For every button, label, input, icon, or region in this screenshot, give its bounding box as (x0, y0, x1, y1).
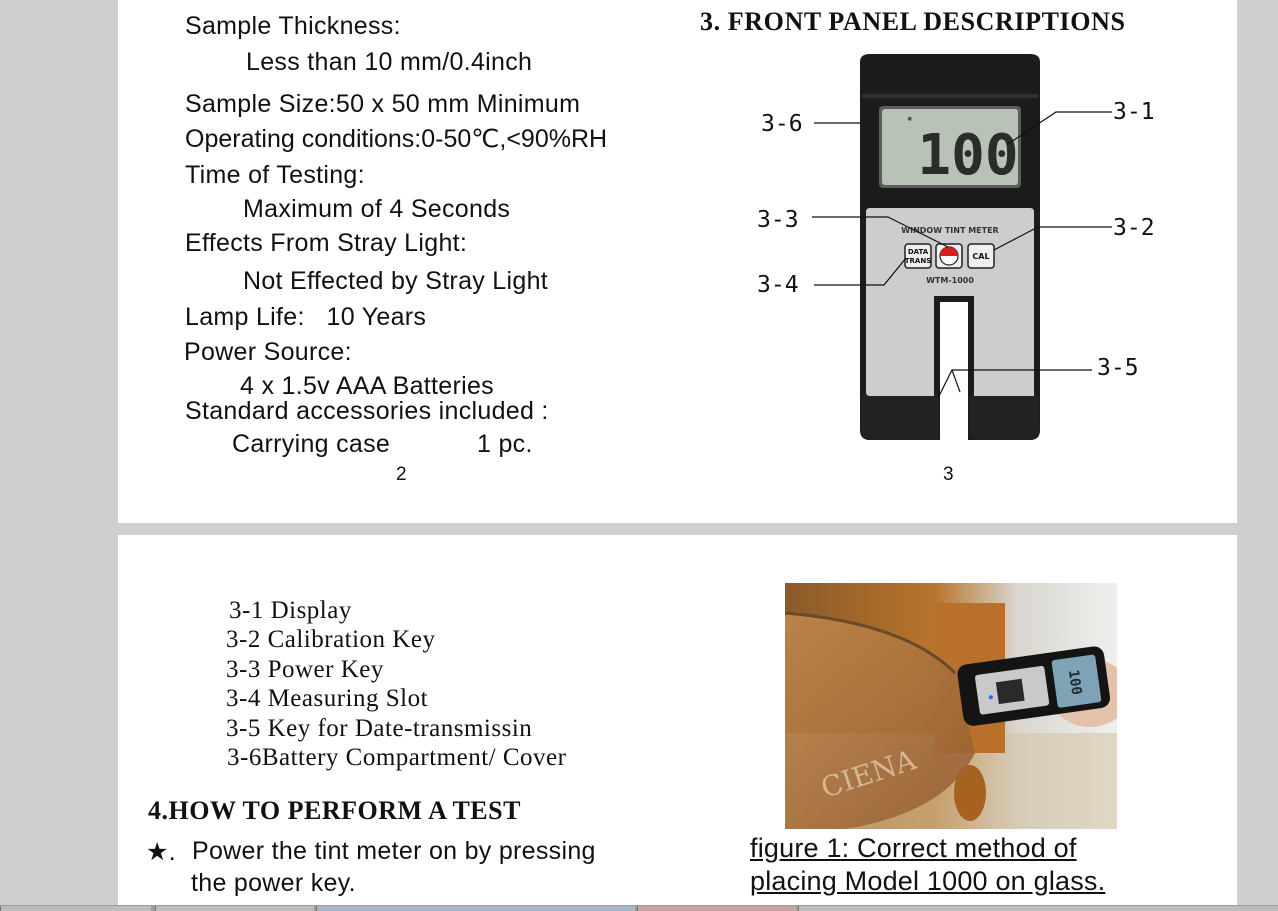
manual-page-top (118, 0, 1237, 523)
device-model-text: WTM-1000 (926, 276, 974, 285)
taskbar-item[interactable] (316, 906, 635, 911)
cal-key (968, 244, 994, 268)
section-title-how-to-test: 4.HOW TO PERFORM A TEST (148, 796, 521, 825)
callout-3-3: 3-3 (757, 207, 799, 233)
figure-caption-line-2: placing Model 1000 on glass. (750, 866, 1106, 896)
measuring-slot (940, 302, 968, 440)
spec-sample-size-label: Sample Size: (185, 90, 336, 118)
cal-key-label: CAL (972, 252, 990, 261)
section-title-front-panel: 3. FRONT PANEL DESCRIPTIONS (700, 7, 1126, 36)
spec-operating-value: 0-50℃,<90%RH (421, 125, 608, 153)
spec-stray-value: Not Effected by Stray Light (243, 267, 549, 295)
callout-3-2: 3-2 (1113, 215, 1155, 241)
taskbar-item[interactable] (0, 906, 151, 911)
device-diagram (118, 0, 1237, 523)
part-item-3-1: 3-1 Display (229, 597, 352, 624)
spec-lamp-value: 10 Years (326, 303, 427, 331)
callout-3-4: 3-4 (757, 272, 799, 298)
device-brand-text: WINDOW TINT METER (901, 226, 999, 235)
figure-caption-line-1: figure 1: Correct method of (750, 833, 1077, 863)
page-number-left: 2 (396, 464, 407, 485)
data-key-label-1: DATA (907, 248, 929, 256)
spec-lamp-label: Lamp Life: (185, 303, 305, 331)
photo-device-display: 100 (1064, 668, 1085, 697)
part-item-3-4: 3-4 Measuring Slot (226, 685, 429, 712)
callout-3-1: 3-1 (1113, 99, 1155, 125)
step-bullet: ★. (146, 838, 176, 866)
data-trans-key (905, 244, 931, 268)
spec-power-label: Power Source: (184, 338, 352, 366)
taskbar-item[interactable] (798, 906, 1278, 911)
glass-lettering: CIENA (816, 743, 921, 805)
figure-1-photo (785, 583, 1117, 829)
step-text-line-1: Power the tint meter on by pressing (192, 837, 596, 865)
spec-sample-size-value: 50 x 50 mm Minimum (335, 90, 581, 118)
part-item-3-6: 3-6Battery Compartment/ Cover (227, 744, 567, 771)
spec-operating-label: Operating conditions: (185, 125, 422, 153)
part-item-3-3: 3-3 Power Key (226, 656, 384, 683)
spec-case-label: Carrying case (232, 430, 391, 458)
callout-3-5: 3-5 (1097, 355, 1139, 381)
taskbar-item[interactable] (637, 906, 796, 911)
data-key-label-2: TRANS (904, 257, 932, 265)
power-key (936, 244, 962, 268)
spec-accessories-label: Standard accessories included : (185, 397, 549, 425)
spec-time-value: Maximum of 4 Seconds (243, 195, 511, 223)
step-text-line-2: the power key. (191, 869, 356, 897)
spec-power-value: 4 x 1.5v AAA Batteries (240, 372, 494, 400)
spec-time-label: Time of Testing: (185, 161, 365, 189)
spec-sample-thickness-value: Less than 10 mm/0.4inch (246, 48, 533, 76)
manual-page-bottom (118, 535, 1237, 911)
callout-3-6: 3-6 (761, 111, 803, 137)
taskbar-item[interactable] (155, 906, 314, 911)
lcd-reading: 100 (917, 123, 1019, 188)
page-number-right: 3 (943, 464, 954, 485)
spec-sample-thickness-label: Sample Thickness: (185, 12, 401, 40)
part-item-3-2: 3-2 Calibration Key (226, 626, 436, 653)
spec-stray-label: Effects From Stray Light: (185, 229, 468, 257)
lcd-indicator: ▪ (907, 114, 913, 124)
part-item-3-5: 3-5 Key for Date-transmissin (226, 715, 533, 742)
spec-case-qty: 1 pc. (477, 430, 533, 458)
